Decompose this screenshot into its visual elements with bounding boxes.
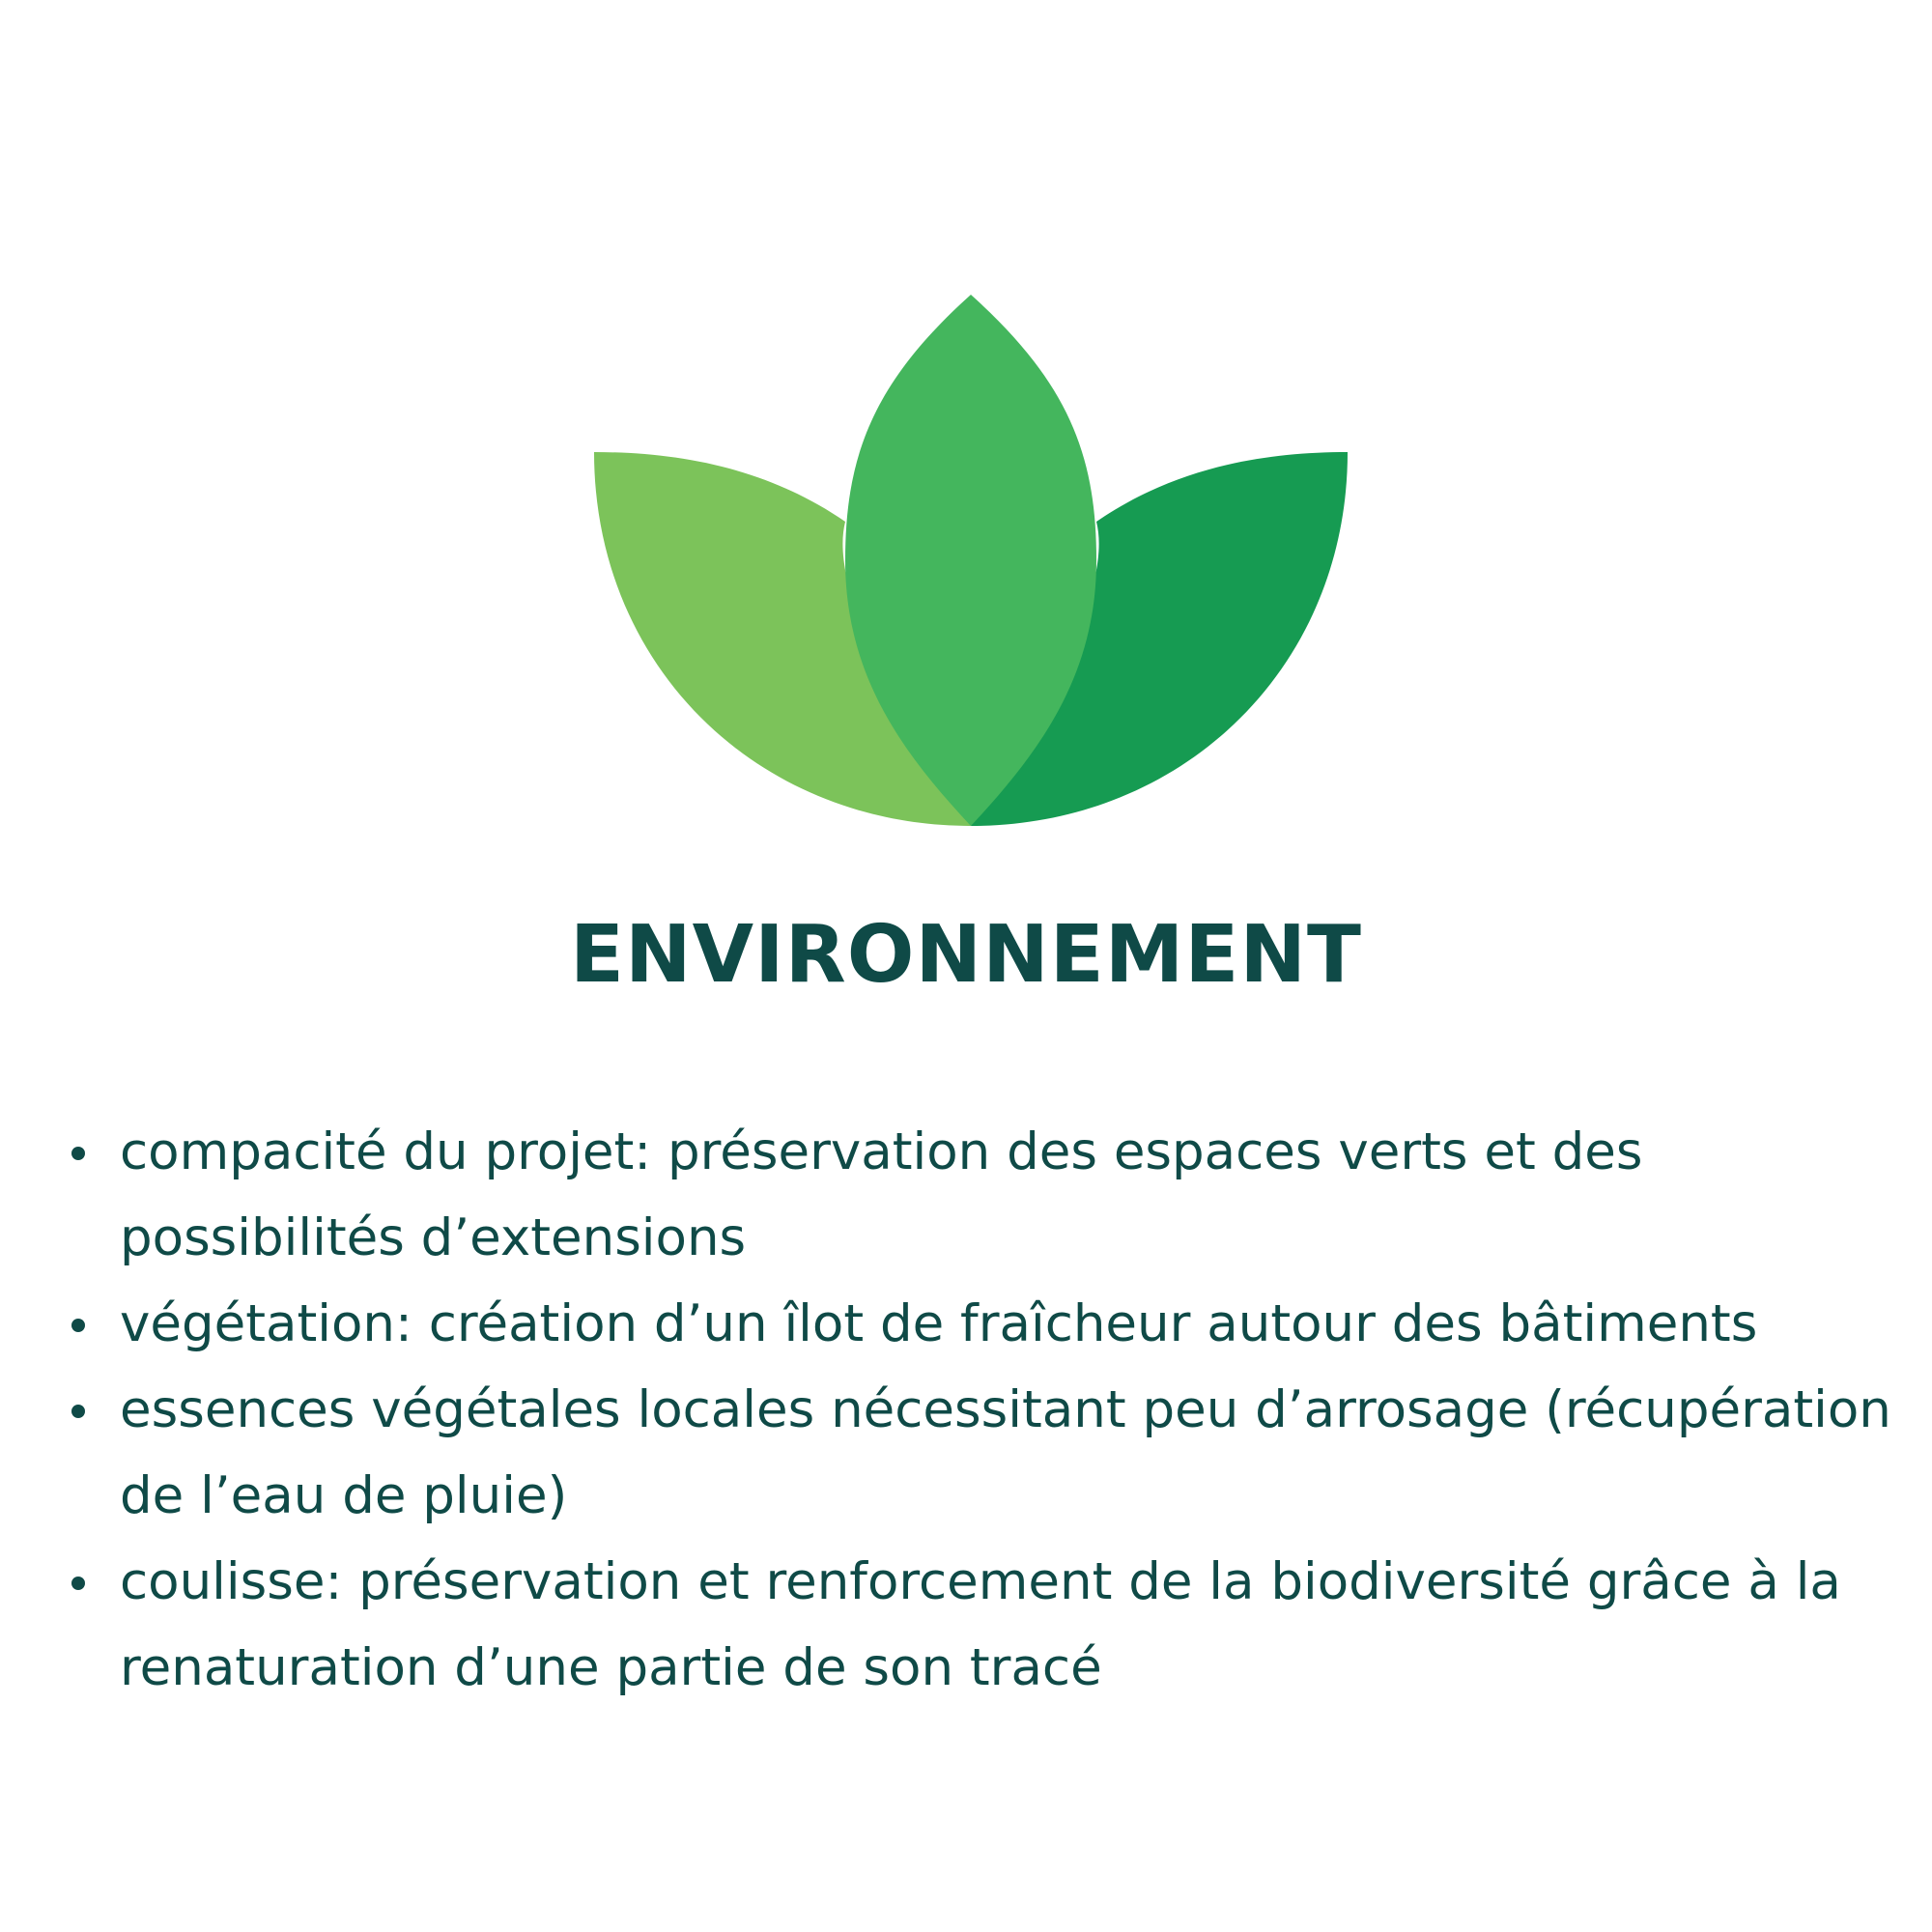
bullet-dot-icon [71,1577,85,1590]
list-item-text: végétation: création d’un îlot de fraîcheur autour des bâtiments [120,1294,1758,1353]
list-item-text: compacité du projet: préservation des espaces verts et des possibilités d’extensions [120,1122,1643,1267]
list-item [60,1367,1895,1539]
bullet-list [60,1109,1895,1711]
page-title: ENVIRONNEMENT [570,909,1362,1001]
bullet-dot-icon [71,1147,85,1160]
list-item [60,1281,1895,1367]
bullet-dot-icon [71,1405,85,1418]
bullet-dot-icon [71,1319,85,1332]
leaf-lotus-icon [594,290,1348,831]
list-item-text: coulisse: préservation et renforcement de la biodiversité grâce à la renaturation d’une partie de son tracé [120,1552,1841,1697]
list-item-text: essences végétales locales nécessitant peu d’arrosage (récupération de l’eau de pluie) [120,1380,1891,1525]
list-item [60,1539,1895,1711]
list-item [60,1109,1895,1281]
